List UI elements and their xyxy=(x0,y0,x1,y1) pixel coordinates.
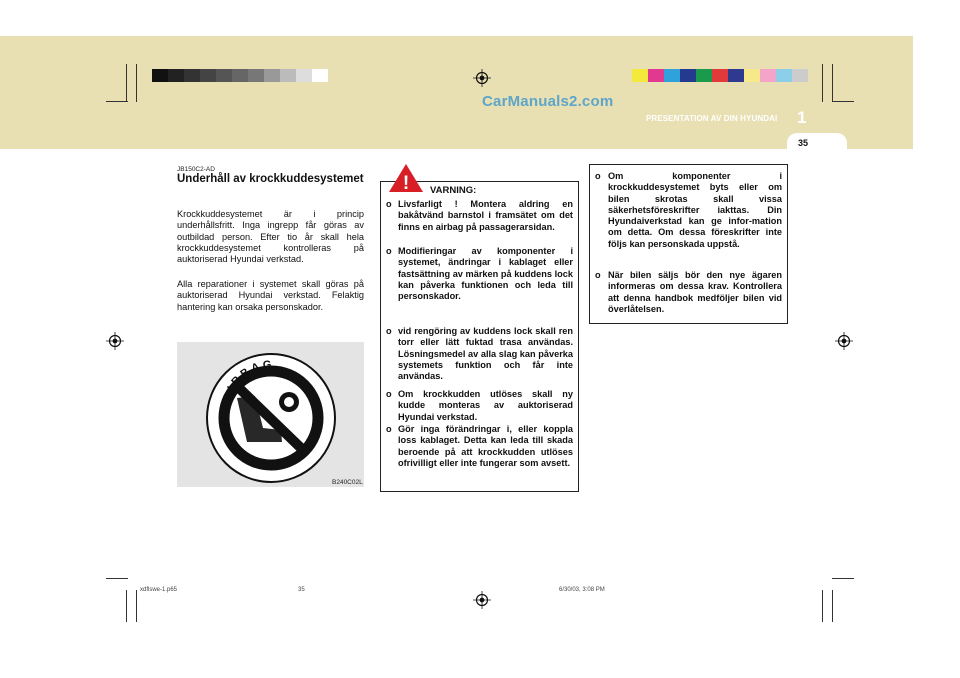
crop-mark xyxy=(822,590,823,622)
section-title: Underhåll av krockkuddesystemet xyxy=(177,173,364,185)
registration-mark-icon xyxy=(106,332,124,350)
crop-mark xyxy=(832,578,854,579)
warning-item: Livsfarligt ! Montera aldring en bakåtvänd barnstol i framsätet om det finns en airbag på passagerarsidan. xyxy=(398,199,573,232)
warning-item: Om komponenter i krockkuddesystemet byts eller om bilen skrotas skall vissa säkerhetsföreskrifter iakttas. Din Hyundaiverkstad kan ge infor-mation om detta. Om dessa föreskrifter inte följs kan personskada uppstå. xyxy=(608,171,782,249)
color-swatch xyxy=(296,69,312,82)
color-swatch xyxy=(200,69,216,82)
color-swatch xyxy=(280,69,296,82)
section-header-title: PRESENTATION AV DIN HYUNDAI xyxy=(646,114,778,123)
color-swatch xyxy=(216,69,232,82)
warning-symbol: ! xyxy=(402,173,410,193)
body-paragraph: Alla reparationer i systemet skall göras på auktoriserad Hyundai verkstad. Felaktig hantering kan orsaka personskador. xyxy=(177,279,364,312)
warning-item: Modifieringar av komponenter i systemet, ändringar i kablaget eller fastsättning av märken på kuddens lock kan påverka funktionen och leda till personskador. xyxy=(398,246,573,302)
color-swatch xyxy=(664,69,680,82)
page-number: 35 xyxy=(798,138,809,148)
page-tab xyxy=(787,133,847,151)
color-swatch xyxy=(776,69,792,82)
footer-page: 35 xyxy=(298,587,305,593)
color-swatch xyxy=(744,69,760,82)
color-swatch xyxy=(168,69,184,82)
warning-title: VARNING: xyxy=(430,185,477,196)
footer-filename: xdflswe-1.p65 xyxy=(140,587,178,593)
registration-mark-icon xyxy=(473,591,491,609)
airbag-label: AIRBAG xyxy=(220,358,275,403)
color-swatch xyxy=(648,69,664,82)
warning-triangle-icon xyxy=(388,163,424,193)
bullet: o xyxy=(386,326,392,336)
crop-mark xyxy=(106,101,128,102)
body-paragraph: Krockkuddesystemet är i princip underhållsfritt. Inga ingrepp får göras av outbildad person. Efter tio år skall hela krockkuddesystemet kontrolleras på auktoriserad Hyundai verkstad. xyxy=(177,209,364,265)
color-swatch xyxy=(632,69,648,82)
bullet: o xyxy=(386,424,392,434)
crop-mark xyxy=(832,101,854,102)
grayscale-bar xyxy=(152,69,328,82)
warning-item: När bilen säljs bör den nye ägaren informeras om dessa krav. Kontrollera att denna handbok medföljer bilen vid överlåtelsen. xyxy=(608,270,782,314)
bullet: o xyxy=(595,171,601,181)
color-swatch xyxy=(232,69,248,82)
color-swatch xyxy=(712,69,728,82)
bullet: o xyxy=(386,199,392,209)
color-bar xyxy=(632,69,808,82)
bullet: o xyxy=(386,389,392,399)
color-swatch xyxy=(184,69,200,82)
image-caption: B240C02L xyxy=(332,479,363,486)
color-swatch xyxy=(792,69,808,82)
color-swatch xyxy=(312,69,328,82)
crop-mark xyxy=(126,590,127,622)
crop-mark xyxy=(136,590,137,622)
warning-item: Gör inga förändringar i, eller koppla loss kablaget. Detta kan leda till skada beroende på att krockkudden utlöses ofrivilligt eller inte fungerar som avsett. xyxy=(398,424,573,468)
crop-mark xyxy=(126,64,127,102)
bullet: o xyxy=(595,270,601,280)
crop-mark xyxy=(106,578,128,579)
warning-item: vid rengöring av kuddens lock skall ren torr eller lätt fuktad trasa användas. Lösningsmedel av alla slag kan påverka systemets funktion och får inte användas. xyxy=(398,326,573,382)
section-code: JB150C2-AD xyxy=(177,166,215,173)
color-swatch xyxy=(728,69,744,82)
airbag-illustration xyxy=(177,342,364,487)
crop-mark xyxy=(136,64,137,102)
bullet: o xyxy=(386,246,392,256)
registration-mark-icon xyxy=(473,69,491,87)
color-swatch xyxy=(696,69,712,82)
color-swatch xyxy=(760,69,776,82)
color-swatch xyxy=(680,69,696,82)
color-swatch xyxy=(152,69,168,82)
color-swatch xyxy=(264,69,280,82)
watermark[interactable]: CarManuals2.com xyxy=(482,93,614,110)
crop-mark xyxy=(832,64,833,102)
footer-date: 6/30/03, 3:08 PM xyxy=(559,587,605,593)
crop-mark xyxy=(832,590,833,622)
color-swatch xyxy=(248,69,264,82)
warning-item: Om krockkudden utlöses skall ny kudde monteras av auktoriserad Hyundai verkstad. xyxy=(398,389,573,422)
airbag-warning-icon xyxy=(177,342,364,487)
chapter-number: 1 xyxy=(797,108,807,127)
registration-mark-icon xyxy=(835,332,853,350)
crop-mark xyxy=(822,64,823,102)
